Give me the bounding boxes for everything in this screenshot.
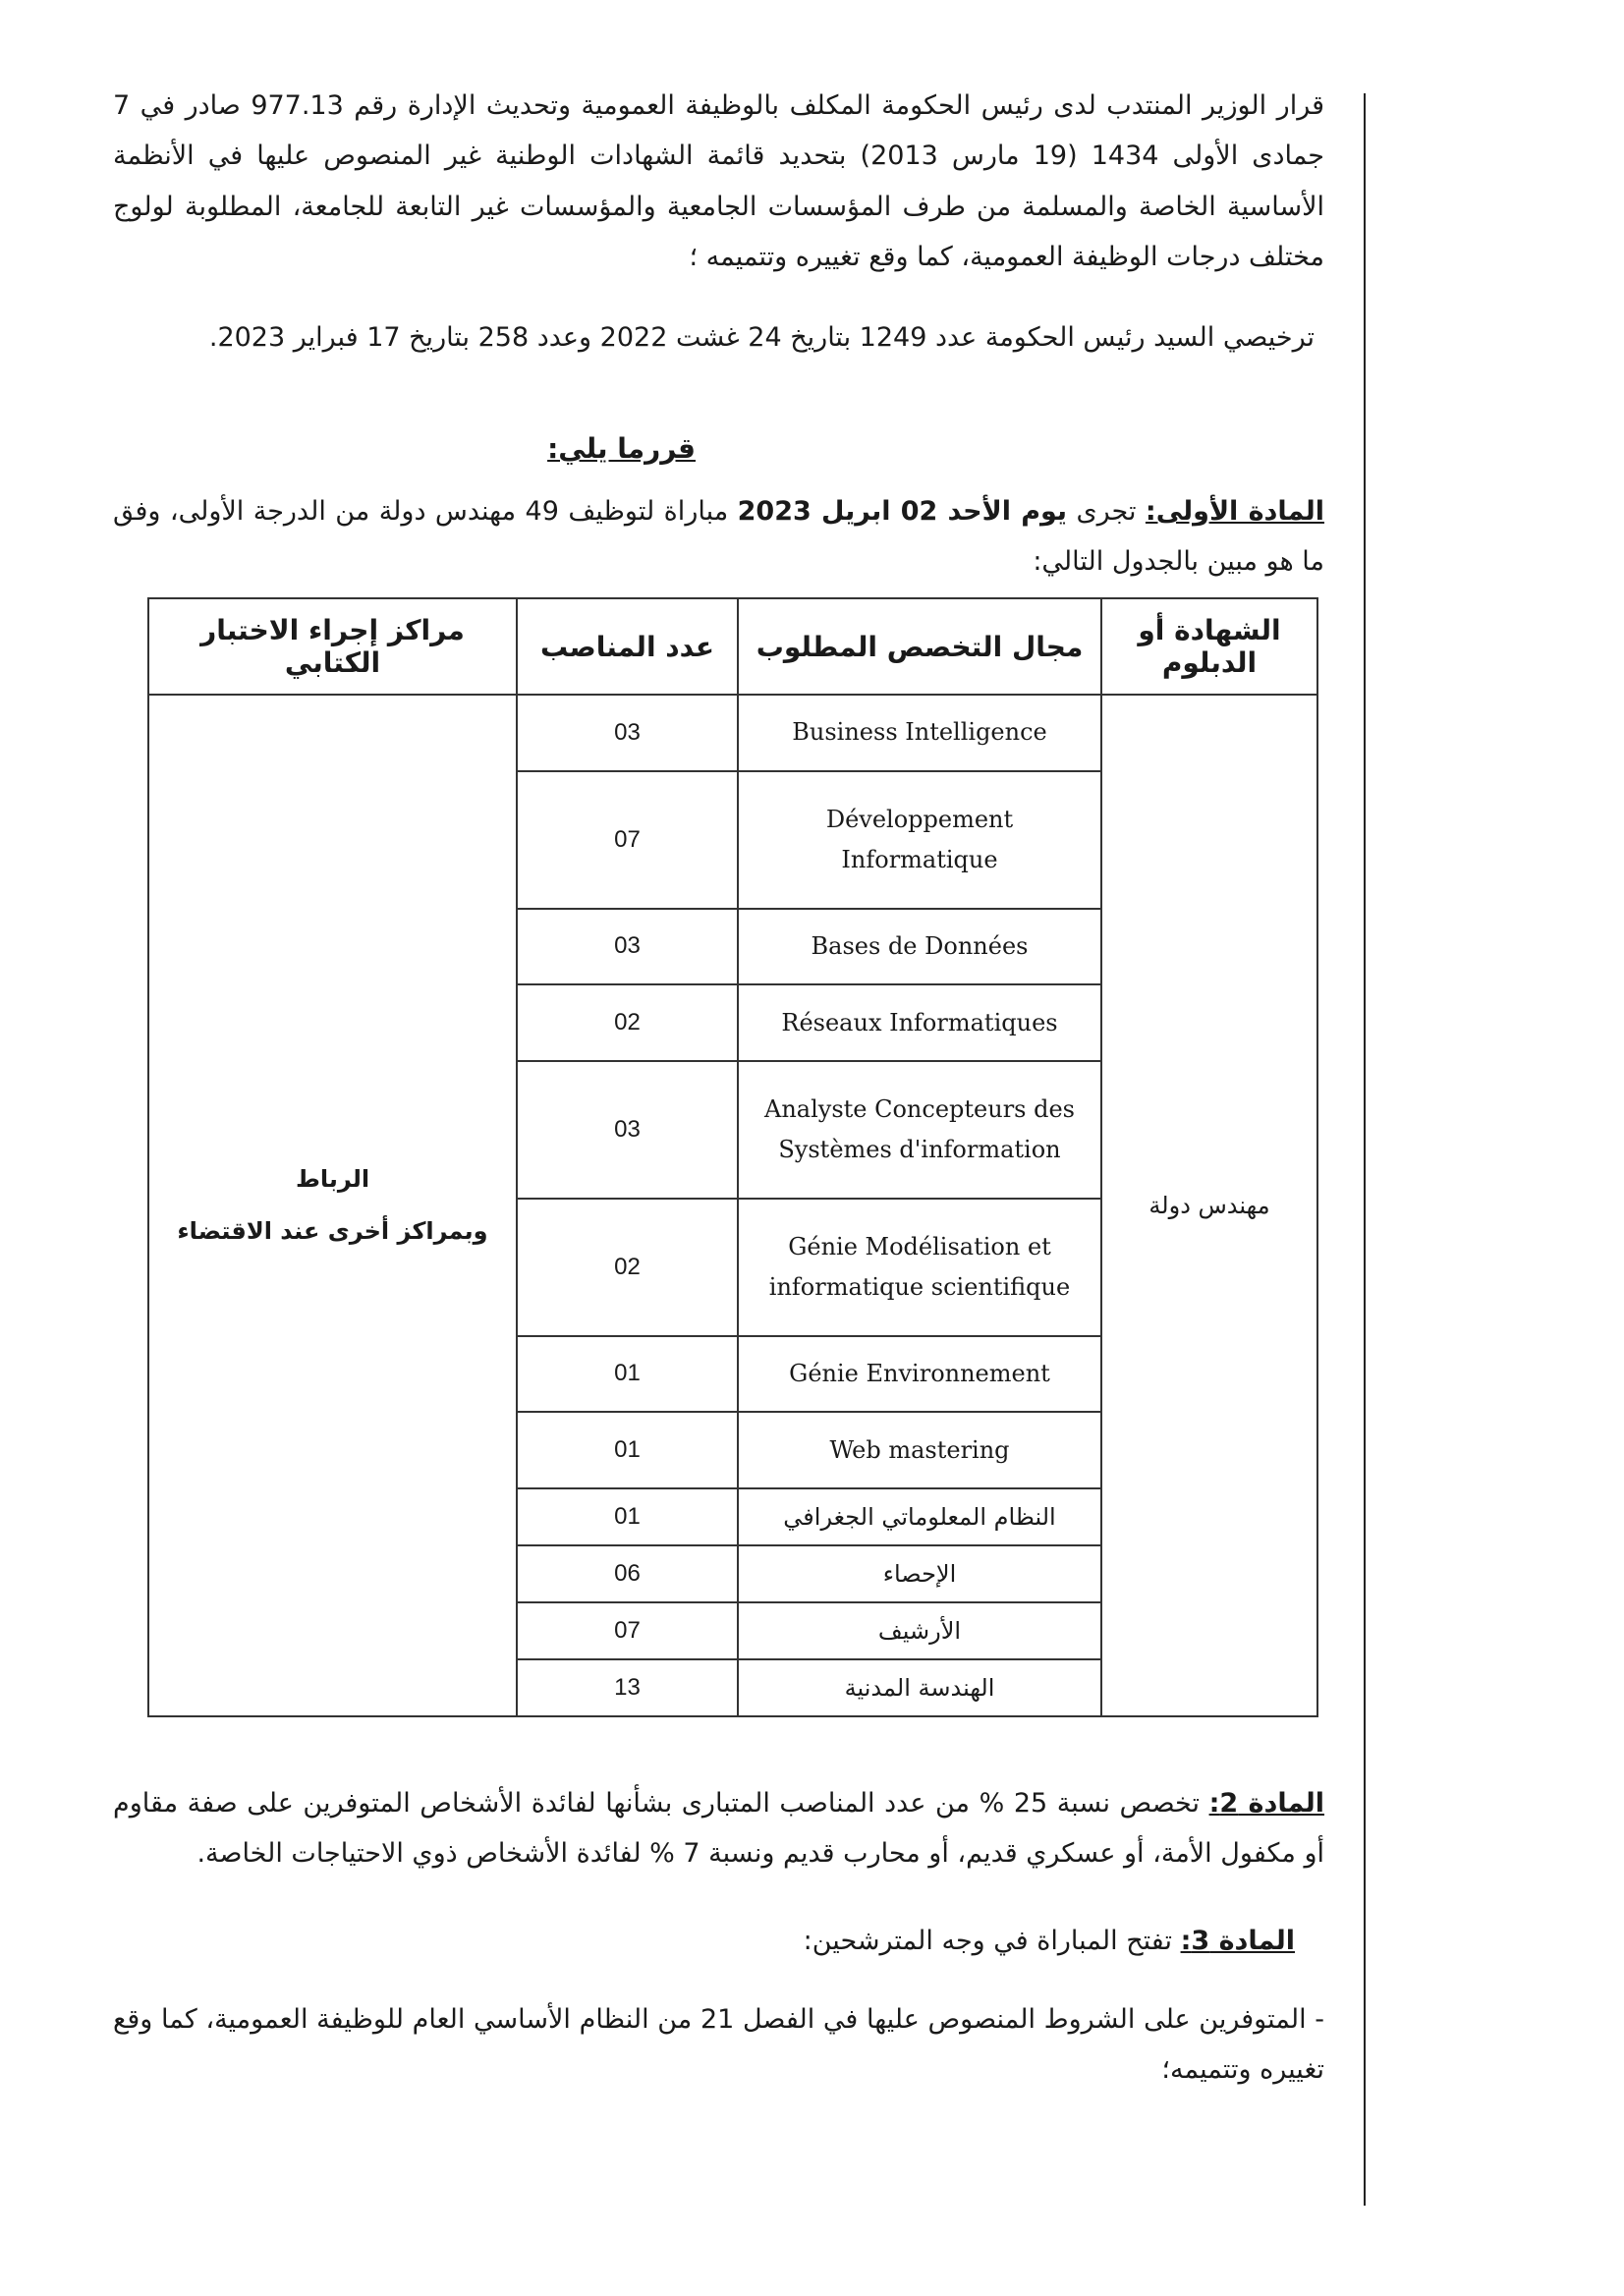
table-header-row: [148, 598, 1317, 695]
specialty-cell: Réseaux Informatiques: [738, 984, 1101, 1061]
center-rabat: الرباط: [295, 1165, 370, 1194]
posts-cell: 01: [517, 1336, 738, 1413]
specialty-cell: الأرشيف: [738, 1602, 1101, 1659]
centers-cell: [148, 695, 517, 1716]
article-2-text: تخصص نسبة 25 % من عدد المناصب المتبارى بشأنها لفائدة الأشخاص المتوفرين على صفة مقاوم أو مكفول الأمة، أو عسكري قديم، أو محارب قديم ونسبة 7 % لفائدة الأشخاص ذوي الاحتياجات الخاصة.: [113, 1788, 1324, 1870]
margin-line: [1364, 93, 1366, 2206]
article-2: [113, 1778, 1324, 1879]
table-row: [148, 695, 1317, 771]
article-1-date: يوم الأحد 02 ابريل 2023: [737, 496, 1068, 527]
posts-cell: 02: [517, 984, 738, 1061]
header-centers: مراكز إجراء الاختبار الكتابي: [148, 598, 517, 695]
posts-cell: 01: [517, 1412, 738, 1488]
center-others: وبمراكز أخرى عند الاقتضاء: [177, 1217, 488, 1245]
article-1-text-a: تجرى: [1067, 496, 1146, 527]
posts-cell: 01: [517, 1488, 738, 1545]
decision-heading: قررما يلي:: [547, 432, 696, 465]
posts-cell: 02: [517, 1199, 738, 1336]
article-1: [113, 486, 1324, 588]
posts-cell: 07: [517, 1602, 738, 1659]
specialty-cell: Génie Modélisation et informatique scientifique: [738, 1199, 1101, 1336]
article-1-text-b: مباراة لتوظيف 49 مهندس دولة من الدرجة الأولى، وفق ما هو مبين بالجدول التالي:: [113, 496, 1324, 578]
condition-1: - المتوفرين على الشروط المنصوص عليها في الفصل 21 من النظام الأساسي العام للوظيفة العمومية، كما وقع تغييره وتتميمه؛: [113, 2004, 1325, 2086]
diploma-cell: مهندس دولة: [1101, 695, 1317, 1716]
specialty-cell: الهندسة المدنية: [738, 1659, 1101, 1716]
specialty-cell: Développement Informatique: [738, 771, 1101, 909]
specialty-cell: الإحصاء: [738, 1545, 1101, 1602]
specialty-cell: Business Intelligence: [738, 695, 1101, 771]
specialty-cell: Analyste Concepteurs des Systèmes d'information: [738, 1061, 1101, 1199]
header-specialty: مجال التخصص المطلوب: [738, 598, 1101, 695]
article-3: [113, 1916, 1295, 1966]
intro-paragraph-1: قرار الوزير المنتدب لدى رئيس الحكومة المكلف بالوظيفة العمومية وتحديث الإدارة رقم 977.13 صادر في 7 جمادى الأولى 1434 (19 مارس 2013) بتحديد قائمة الشهادات الوطنية غير المنصوص عليها في الأنظمة الأساسية الخاصة والمسلمة من طرف المؤسسات الجامعية والمؤسسات غير التابعة للجامعة، المطلوبة لولوج مختلف درجات الوظيفة العمومية، كما وقع تغييره وتتميمه ؛: [113, 90, 1325, 272]
posts-cell: 06: [517, 1545, 738, 1602]
specialty-cell: Web mastering: [738, 1412, 1101, 1488]
posts-cell: 03: [517, 695, 738, 771]
header-diploma: الشهادة أو الدبلوم: [1101, 598, 1317, 695]
intro-paragraph-2: ترخيصي السيد رئيس الحكومة عدد 1249 بتاريخ 24 غشت 2022 وعدد 258 بتاريخ 17 فبراير 2023.: [208, 322, 1315, 353]
article-3-text: تفتح المباراة في وجه المترشحين:: [803, 1926, 1181, 1956]
posts-cell: 07: [517, 771, 738, 909]
posts-cell: 03: [517, 909, 738, 985]
specialty-cell: النظام المعلوماتي الجغرافي: [738, 1488, 1101, 1545]
posts-cell: 03: [517, 1061, 738, 1199]
positions-table: [147, 597, 1318, 1717]
article-3-label: المادة 3:: [1180, 1926, 1295, 1956]
header-posts: عدد المناصب: [517, 598, 738, 695]
specialty-cell: Bases de Données: [738, 909, 1101, 985]
specialty-cell: Génie Environnement: [738, 1336, 1101, 1413]
posts-cell: 13: [517, 1659, 738, 1716]
article-1-label: المادة الأولى:: [1145, 496, 1324, 527]
article-2-label: المادة 2:: [1208, 1788, 1324, 1819]
